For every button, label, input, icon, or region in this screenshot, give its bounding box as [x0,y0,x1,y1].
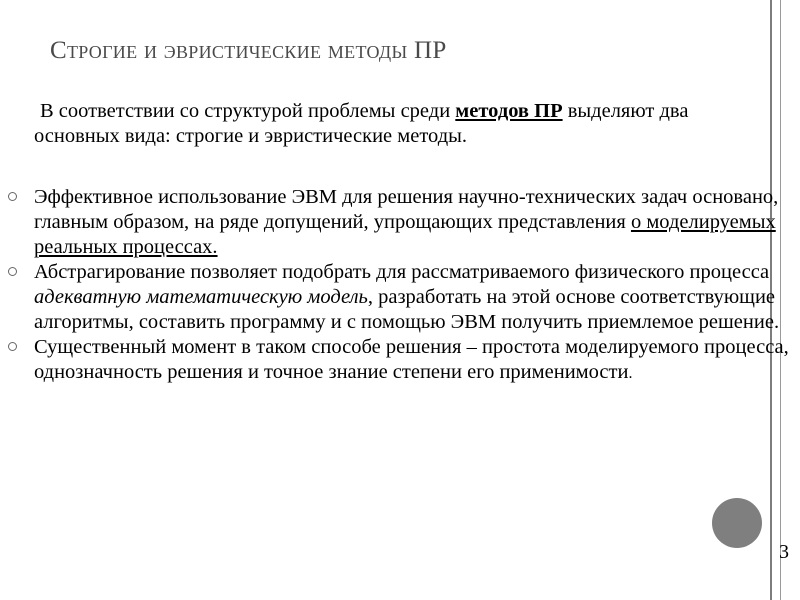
slide-title: Строгие и эвристические методы ПР [50,37,447,64]
modeled-processes-link[interactable]: о моделируемых реальных процессах. [34,211,776,258]
intro-text-2: выделяют два основных вида: строгие и эвристические методы. [34,100,689,147]
bullet-circle-icon [8,342,17,351]
list-item [34,185,796,260]
decorative-circle [712,498,762,548]
bullet-3-tail: . [628,365,633,382]
intro-paragraph [34,99,769,149]
bullet-circle-icon [8,267,17,276]
bullet-3-text: Существенный момент в таком способе решения – простота моделируемого процесса, однозначность решения и точное знание степени его применимости [34,336,789,383]
bullet-2-text-2: , разработать на этой основе соответствующие алгоритмы, составить программу и с помощью ЭВМ получить приемлемое решение. [34,286,780,333]
bullet-2-text-1: Абстрагирование позволяет подобрать для рассматриваемого физического процесса [34,261,770,283]
bullet-list [34,185,796,386]
page-number: 3 [779,541,789,563]
intro-text-1: В соответствии со структурой проблемы среди [40,100,456,122]
list-item [34,260,796,335]
bullet-circle-icon [8,192,17,201]
bullet-2-italic: адекватную математическую модель [34,286,368,308]
list-item [34,335,796,386]
bullet-1-text: Эффективное использование ЭВМ для решения научно-технических задач основано, главным образом, на ряде допущений, упрощающих представления [34,186,779,233]
pr-methods-link[interactable]: методов ПР [455,100,563,122]
